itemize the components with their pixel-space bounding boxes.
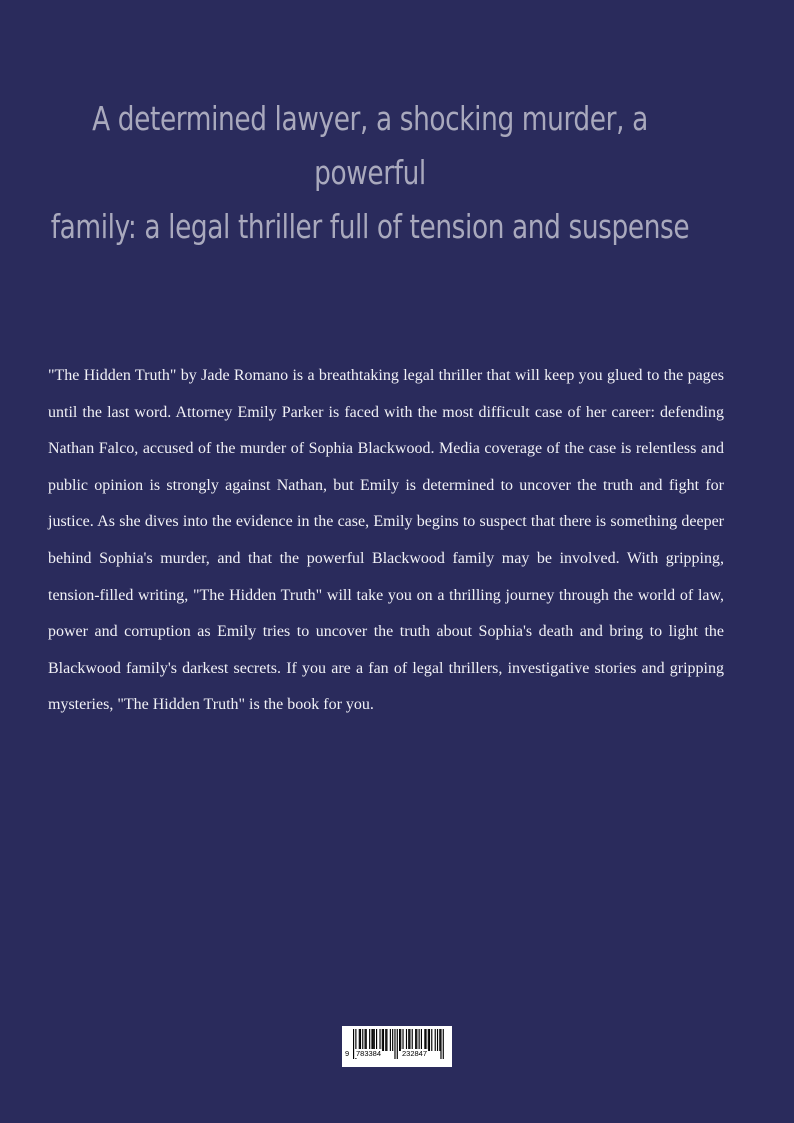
book-description: "The Hidden Truth" by Jade Romano is a breathtaking legal thriller that will keep you glued to the pages until the last word. Attorney Emily Parker is faced with the most difficult case of her career: defending Nathan Falco, accused of the murder of Sophia Blackwood. Media coverage of the case is relentless and public opinion is strongly against Nathan, but Emily is determined to uncover the truth and fight for justice. As she dives into the evidence in the case, Emily begins to suspect that there is something deeper behind Sophia's murder, and that the powerful Blackwood family may be involved. With gripping, tension-filled writing, "The Hidden Truth" will take you on a thrilling journey through the world of law, power and corruption as Emily tries to uncover the truth about Sophia's death and bring to light the Blackwood family's darkest secrets. If you are a fan of legal thrillers, investigative stories and gripping mysteries, "The Hidden Truth" is the book for you.	[48, 367, 724, 714]
barcode-right-digits: 232847	[402, 1049, 428, 1058]
barcode-left-digits: 783384	[356, 1049, 382, 1058]
barcode-lead-digit: 9	[345, 1049, 350, 1058]
tagline-line-1: A determined lawyer, a shocking murder, a powerful	[92, 99, 648, 192]
back-cover-tagline	[40, 92, 700, 254]
isbn-barcode	[342, 1026, 452, 1067]
tagline-line-2: family: a legal thriller full of tension and suspense	[50, 207, 690, 246]
